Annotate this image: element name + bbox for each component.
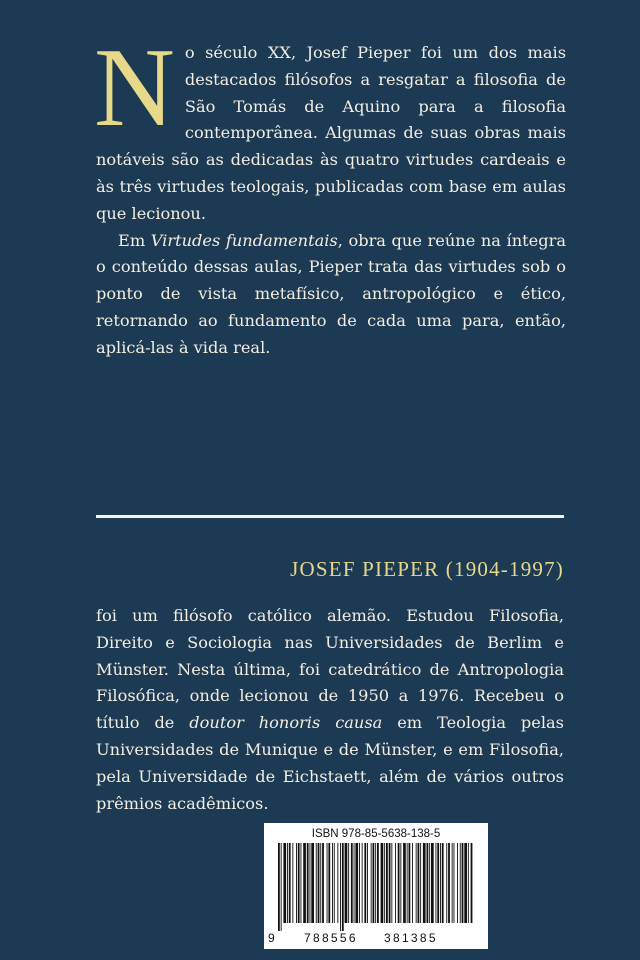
barcode-bar	[416, 843, 417, 923]
book-title: Virtudes fundamentais	[150, 230, 338, 250]
bio-part-1: foi um filósofo católico alemão. Estudou Filosofia, Direito e Sociologia nas Universidades de Berlim e Münster. Nesta última, foi catedrático de Antropologia Filosófica, onde lecionou de 1950 a 1976. Recebeu o título de	[96, 606, 564, 733]
barcode-bar	[303, 843, 306, 923]
barcode-bar	[377, 843, 379, 923]
barcode-bar	[403, 843, 406, 923]
barcode-bar	[345, 843, 348, 923]
barcode-bar	[462, 843, 464, 923]
barcode-bar	[307, 843, 309, 923]
barcode-bar	[454, 843, 455, 923]
barcode-bar	[359, 843, 360, 923]
barcode-bar	[362, 843, 363, 923]
barcode-bar	[298, 843, 300, 923]
bio-honoris: doutor honoris causa	[189, 713, 383, 733]
barcode-bar	[327, 843, 328, 923]
barcode-bar	[395, 843, 396, 923]
divider-rule	[96, 515, 564, 518]
barcode-bar	[354, 843, 355, 923]
barcode-digits-left: 788556	[304, 931, 358, 945]
author-bio	[96, 603, 564, 817]
barcode-bar	[375, 843, 376, 923]
barcode-digits-right: 381385	[384, 931, 438, 945]
barcode-bars	[278, 843, 474, 931]
barcode-bar	[322, 843, 324, 923]
barcode-bar	[446, 843, 447, 923]
barcode-bar	[318, 843, 320, 923]
barcode-bar	[409, 843, 411, 923]
barcode-bar	[427, 843, 429, 923]
barcode-bar	[436, 843, 437, 923]
barcode-bar	[301, 843, 302, 923]
barcode-bar	[448, 843, 450, 923]
barcode-bar	[423, 843, 426, 923]
barcode-bar	[310, 843, 311, 923]
barcode-bar	[418, 843, 420, 923]
barcode-bar	[457, 843, 458, 923]
barcode-bar	[334, 843, 335, 923]
barcode-bar	[328, 843, 330, 923]
barcode-bar	[342, 843, 344, 931]
barcode-bar	[460, 843, 461, 923]
barcode-bar	[464, 843, 467, 923]
barcode-bar	[289, 843, 291, 923]
intro-p2-before: Em	[118, 230, 151, 250]
barcode-bar	[389, 843, 391, 923]
barcode-bar	[407, 843, 408, 923]
barcode-bar	[371, 843, 372, 923]
barcode-bar	[337, 843, 338, 923]
intro-p1-text: o século XX, Josef Pieper foi um dos mais destacados filósofos a resgatar a filosofia de São Tomás de Aquino para a filosofia contemporânea. Algumas de suas obras mais notáveis são as dedicadas às quatro virtudes cardeais e às três virtudes teologais, publicadas com base em aulas que lecionou.	[96, 43, 566, 223]
barcode-bar	[398, 843, 400, 923]
barcode-bar	[386, 843, 388, 923]
barcode-bar	[442, 843, 444, 923]
barcode-bar	[384, 843, 385, 923]
intro-text	[94, 26, 566, 362]
barcode-digit-first: 9	[268, 931, 275, 945]
barcode-bar	[420, 843, 421, 923]
drop-cap: N	[94, 26, 175, 150]
barcode-bar	[316, 843, 317, 923]
barcode-bar	[431, 843, 434, 923]
barcode-bar	[367, 843, 368, 923]
barcode-bar	[381, 843, 384, 923]
barcode-bar	[373, 843, 375, 923]
barcode-bar	[412, 843, 413, 923]
barcode-bar	[471, 843, 473, 923]
barcode-bar	[440, 843, 441, 923]
intro-p2-after: , obra que reúne na íntegra o conteúdo dessas aulas, Pieper trata das virtudes sob o ponto de vista metafísico, antropológico e ético, retornando ao fundamento de cada uma para, então, aplicá-las à vida real.	[96, 230, 566, 357]
barcode-bar	[320, 843, 321, 923]
barcode-bar	[355, 843, 358, 923]
barcode-bar	[287, 843, 288, 923]
barcode-bar	[296, 843, 297, 923]
barcode-bar	[348, 843, 349, 923]
barcode-bar	[281, 843, 282, 931]
author-heading: JOSEF PIEPER (1904-1997)	[290, 557, 564, 581]
barcode-bar	[429, 843, 430, 923]
barcode-bar	[468, 843, 469, 923]
barcode-bar	[364, 843, 366, 923]
barcode-bar	[351, 843, 353, 923]
intro-paragraph-2	[96, 228, 566, 362]
barcode-bar	[311, 843, 314, 923]
barcode-bar	[283, 843, 286, 923]
barcode-bar	[292, 843, 293, 923]
barcode-bar	[278, 843, 280, 931]
barcode-bar	[437, 843, 439, 923]
barcode-bar	[332, 843, 333, 923]
bio-part-2: em Teologia pelas Universidades de Munique e de Münster, e em Filosofia, pela Universidade de Eichstaett, além de vários outros prêmios acadêmicos.	[96, 713, 564, 813]
barcode-bar	[340, 843, 341, 931]
isbn-label: ISBN 978-85-5638-138-5	[311, 828, 441, 840]
barcode-bar	[400, 843, 401, 923]
barcode-bar	[391, 843, 392, 923]
isbn-barcode	[264, 823, 488, 949]
barcode-bar	[452, 843, 453, 923]
